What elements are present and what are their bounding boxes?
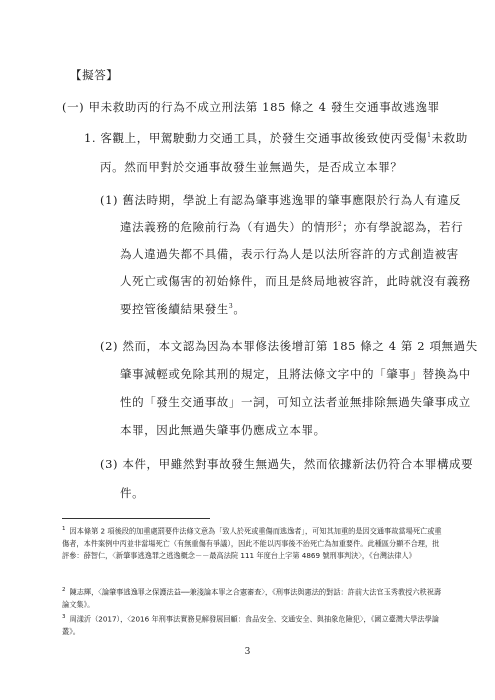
sub-3-line-1: (3) 本件，甲雖然對事故發生無過失，然而依據新法仍符合本罪構成要 xyxy=(100,457,474,471)
sub-2-line-4: 本罪，因此無過失肇事仍應成立本罪。 xyxy=(120,423,326,437)
footnote-ref-1: 1 xyxy=(427,132,432,140)
item-1-text-a: 1. 客觀上，甲駕駛動力交通工具，於發生交通事故後致使丙受傷 xyxy=(84,131,428,145)
sub-2-line-3: 性的「發生交通事故」一詞，可知立法者並無排除無過失肇事成立 xyxy=(120,395,471,409)
footnote-2-number: 2 xyxy=(62,587,66,593)
sub-1-line-3: 為人違過失都不具備，表示行為人是以法所容許的方式創造被害 xyxy=(120,247,459,261)
footnote-divider xyxy=(62,518,210,519)
section-heading: (一) 甲未救助丙的行為不成立刑法第 185 條之 4 發生交通事故逃逸罪 xyxy=(62,100,440,114)
sub-2-line-1: (2) 然而，本文認為因為本罪修法後增訂第 185 條之 4 第 2 項無過失 xyxy=(100,339,478,353)
sub-1-line-5 xyxy=(120,302,245,316)
item-1-line-2: 丙。然而甲對於交通事故發生並無過失，是否成立本罪？ xyxy=(100,160,403,174)
footnote-1-text: 因本條第 2 項後段的加重處罰要件法條文意為「致人於死或重傷而逃逸者」，可知其加重的是因交通事故當場死亡或重傷者，本件案例中丙並非當場死亡（有無重傷有爭議），因此不能以丙事後不治死亡為加重要件。此種區分顯不合理，批評參：薛智仁，〈新肇事逃逸罪之逃逸概念－－最高法院 111 年度台上字第 4869 號刑事判決〉，《台灣法律人》 xyxy=(62,526,442,561)
footnote-1 xyxy=(62,523,442,563)
sub-1-line-4: 人死亡或傷害的初始條件，而且是終局地被容許，此時就沒有義務 xyxy=(120,274,471,288)
footnote-3-text: 周漾沂（2017），〈2016 年刑事法實務見解發展回顧：食品安全、交通安全、與抽象危險犯〉，《國立臺灣大學法學論叢》。 xyxy=(62,614,439,636)
item-1-text-b: 未救助 xyxy=(431,131,468,145)
footnote-ref-3: 3 xyxy=(228,303,234,311)
sub-3-line-2: 件。 xyxy=(120,486,145,500)
sub-1-text-b: ；亦有學說認為，若行 xyxy=(342,220,464,234)
footnote-3 xyxy=(62,611,442,638)
sub-1-line-2 xyxy=(120,220,463,234)
footnote-3-number: 3 xyxy=(62,614,66,620)
answer-heading: 【擬答】 xyxy=(70,68,119,82)
sub-1-text-d: 。 xyxy=(233,302,246,316)
sub-1-line-1: (1) 舊法時期，學說上有認為肇事逃逸罪的肇事應限於行為人有違反 xyxy=(100,193,462,207)
page-number: 3 xyxy=(244,647,251,657)
sub-1-text-c: 要控管後續結果發生 xyxy=(120,302,229,316)
footnote-2 xyxy=(62,584,442,611)
footnote-1-number: 1 xyxy=(62,526,66,532)
sub-2-line-2: 肇事減輕或免除其刑的規定，且將法條文字中的「肇事」替換為中 xyxy=(120,367,471,381)
sub-1-text-a: 違法義務的危險前行為（有過失）的情形 xyxy=(120,220,338,234)
footnote-2-text: 陳志輝，〈論肇事逃逸罪之保護法益──兼淺論本罪之合憲審查〉，《刑事法與憲法的對話：許前大法官玉秀教授六秩祝壽論文集》。 xyxy=(62,587,442,609)
item-1-line-1 xyxy=(84,131,468,145)
footnote-ref-2: 2 xyxy=(337,221,343,229)
